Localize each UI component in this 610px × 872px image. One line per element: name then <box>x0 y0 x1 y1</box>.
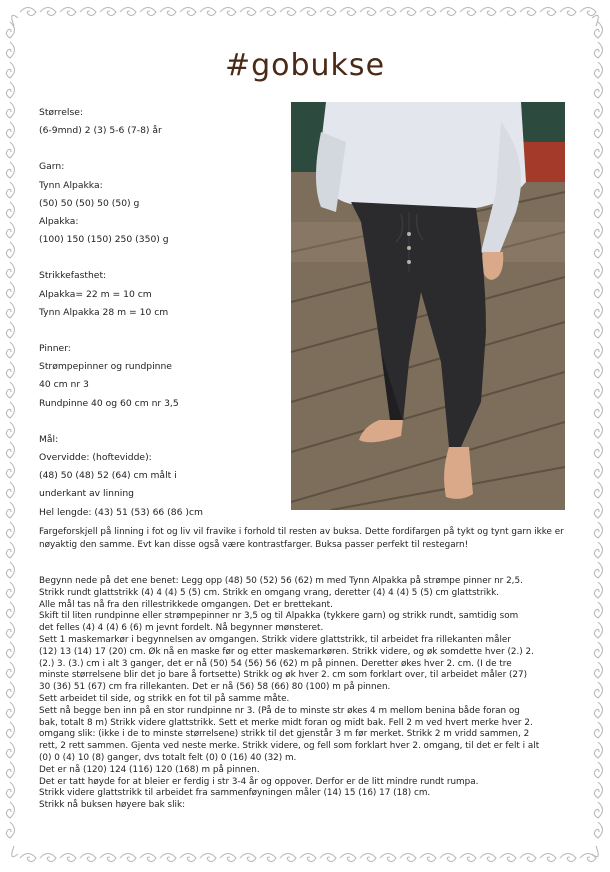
yarn-alpaca-value: (100) 150 (150) 250 (350) g <box>39 234 169 246</box>
measure-label: Mål: <box>39 433 59 445</box>
measure-line-3: underkant av linning <box>39 488 134 500</box>
yarn-label: Garn: <box>39 161 65 173</box>
measure-line-1: Overvidde: (hoftevidde): <box>39 452 152 464</box>
yarn-thin-label: Tynn Alpakka: <box>39 179 103 191</box>
instruction-line: Det er tatt høyde for at bleier er ferdig i str 3-4 år og oppover. Derfor er de litt mindre rundt rumpa. <box>39 776 479 787</box>
measure-line-2: (48) 50 (48) 52 (64) cm målt i <box>39 470 177 482</box>
instruction-line: Sett 1 maskemarkør i begynnelsen av omgangen. Strikk videre glattstrikk, til arbeidet fra rillekanten måler <box>39 634 511 645</box>
instruction-line: Strikk videre glattstrikk til arbeidet fra sammenføyningen måler (14) 15 (16) 17 (18) cm. <box>39 788 431 799</box>
pattern-instructions <box>39 576 571 812</box>
instruction-line: Skift til liten rundpinne eller strømpepinner nr 3,5 og til Alpakka (tykkere garn) og strikk rundt, samtidig som <box>39 611 519 622</box>
instruction-line: Sett nå begge ben inn på en stor rundpinne nr 3. (På de to minste str økes 4 m mellom benina både foran og <box>39 705 520 716</box>
instruction-line: omgang slik: (ikke i de to minste størrelsene) strikk til det gjenstår 3 m før merket. Strikk 2 m vridd sammen, 2 <box>39 729 530 740</box>
yarn-thin-value: (50) 50 (50) 50 (50) g <box>39 197 140 209</box>
gauge-thin-alpaca: Tynn Alpakka 28 m = 10 cm <box>39 306 169 318</box>
instruction-line: Strikk nå buksen høyere bak slik: <box>39 800 186 811</box>
page-title: #gobukse <box>224 48 386 83</box>
instruction-line: bak, totalt 8 m) Strikk videre glattstrikk. Sett et merke midt foran og midt bak. Fell 2 m ved hvert merke hver 2. <box>39 717 533 728</box>
instruction-line: det felles (4) 4 (4) 6 (6) m jevnt fordelt. Nå begynner mønsteret. <box>39 623 324 634</box>
instruction-line: rett, 2 rett sammen. Gjenta ved neste merke. Strikk videre, og fell som forklart hver 2. omgang, til det er felt i alt <box>39 741 540 752</box>
needles-label: Pinner: <box>39 343 71 355</box>
instruction-line: Sett arbeidet til side, og strikk en fot til på samme måte. <box>39 693 290 704</box>
needles-line-3: Rundpinne 40 og 60 cm nr 3,5 <box>39 397 179 409</box>
needles-line-1: Strømpepinner og rundpinne <box>39 361 172 373</box>
size-label: Størrelse: <box>39 107 83 118</box>
instruction-line: 30 (36) 51 (67) cm fra rillekanten. Det er nå (56) 58 (66) 80 (100) m på pinnen. <box>39 682 391 693</box>
instruction-line: (2.) 3. (3.) cm i alt 3 ganger, det er nå (50) 54 (56) 56 (62) m på pinnen. Deretter økes hver 2. cm. (I de tre <box>39 658 512 669</box>
needles-line-2: 40 cm nr 3 <box>39 379 89 391</box>
intro-paragraph: Fargeforskjell på linning i fot og liv vil fravike i forhold til resten av buksa. Dette fordifargen på tykt og tynt garn ikke er nøyaktig den samme. Evt kan disse også være kontrastfarger. Buksa passer perfekt til restegarn! <box>39 527 564 551</box>
instruction-line: Strikk rundt glattstrikk (4) 4 (4) 5 (5) cm. Strikk en omgang vrang, deretter (4) 4 (4) 5 (5) cm glattstrikk. <box>39 587 500 598</box>
instruction-line: minste størrelsene blir det jo bare å fortsette) Strikk og øk hver 2. cm som forklart over, til arbeidet måler (27) <box>39 670 528 681</box>
specs-column <box>39 104 284 522</box>
instruction-line: Det er nå (120) 124 (116) 120 (168) m på pinnen. <box>39 764 260 775</box>
gauge-alpaca: Alpakka= 22 m = 10 cm <box>39 288 152 300</box>
yarn-alpaca-label: Alpakka: <box>39 216 79 228</box>
product-photo <box>291 102 565 510</box>
measure-line-4: Hel lengde: (43) 51 (53) 66 (86 )cm <box>39 506 203 518</box>
instruction-line: (0) 0 (4) 10 (8) ganger, dvs totalt felt (0) 0 (16) 40 (32) m. <box>39 752 297 763</box>
gauge-label: Strikkefasthet: <box>39 270 107 282</box>
size-value: (6-9mnd) 2 (3) 5-6 (7-8) år <box>39 125 162 137</box>
instruction-line: Begynn nede på det ene benet: Legg opp (48) 50 (52) 56 (62) m med Tynn Alpakka på strømpe pinner nr 2,5. <box>39 576 523 586</box>
instruction-line: (12) 13 (14) 17 (20) cm. Øk nå en maske før og etter maskemarkøren. Strikk videre, og øk somdette hver (2.) 2. <box>39 646 534 657</box>
instruction-line: Alle mål tas nå fra den rillestrikkede omgangen. Det er brettekant. <box>39 599 333 610</box>
